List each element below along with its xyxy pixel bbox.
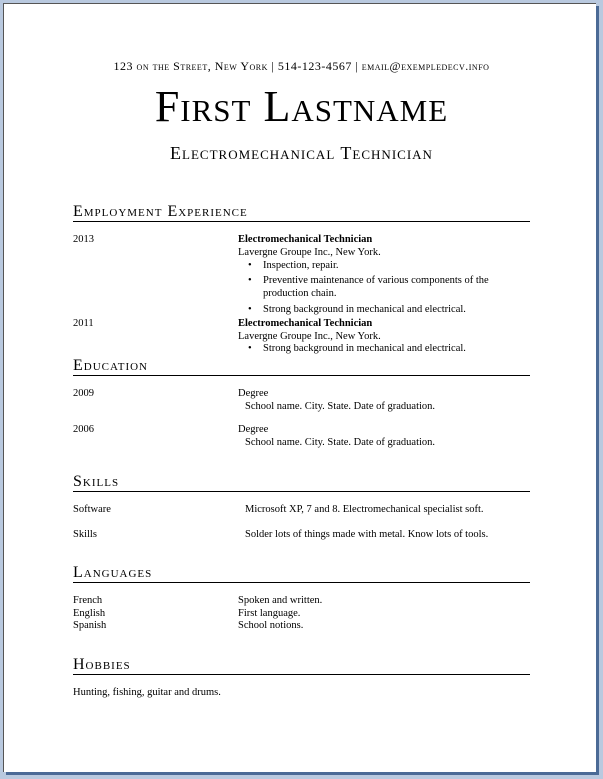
education-degree: Degree (238, 424, 269, 435)
skill-value: Microsoft XP, 7 and 8. Electromechanical specialist soft. (245, 504, 484, 515)
section-heading-employment: Employment Experience (73, 203, 530, 222)
language-level: School notions. (238, 620, 304, 631)
language-name: English (73, 608, 106, 619)
skill-value: Solder lots of things made with metal. Know lots of tools. (245, 529, 489, 540)
language-name: French (73, 595, 103, 606)
education-year: 2009 (73, 388, 94, 399)
job-title: Electromechanical Technician (238, 318, 373, 329)
skill-label: Software (73, 504, 111, 515)
job-year: 2013 (73, 234, 94, 245)
job-company: Lavergne Groupe Inc., New York. (238, 331, 381, 342)
language-name: Spanish (73, 620, 107, 631)
job-title: Electromechanical Technician (238, 234, 373, 245)
bullet-icon: • (248, 275, 252, 286)
language-level: Spoken and written. (238, 595, 323, 606)
contact-line: 123 on the Street, New York | 514-123-4567 | email@exempledecv.info (113, 59, 490, 73)
skill-label: Skills (73, 529, 97, 540)
job-company: Lavergne Groupe Inc., New York. (238, 247, 381, 258)
section-heading-languages: Languages (73, 564, 530, 583)
bullet-icon: • (248, 260, 252, 271)
candidate-name: First Lastname (154, 82, 449, 131)
language-level: First language. (238, 608, 301, 619)
job-year: 2011 (73, 318, 94, 329)
education-degree: Degree (238, 388, 269, 399)
section-heading-skills: Skills (73, 473, 530, 492)
section-heading-education: Education (73, 357, 530, 376)
education-year: 2006 (73, 424, 94, 435)
candidate-title: Electromechanical Technician (170, 143, 433, 163)
education-detail: School name. City. State. Date of graduation. (245, 401, 436, 412)
bullet-icon: • (248, 343, 252, 354)
hobbies-text: Hunting, fishing, guitar and drums. (73, 687, 221, 698)
section-heading-hobbies: Hobbies (73, 656, 530, 675)
education-detail: School name. City. State. Date of graduation. (245, 437, 436, 448)
bullet-icon: • (248, 304, 252, 315)
